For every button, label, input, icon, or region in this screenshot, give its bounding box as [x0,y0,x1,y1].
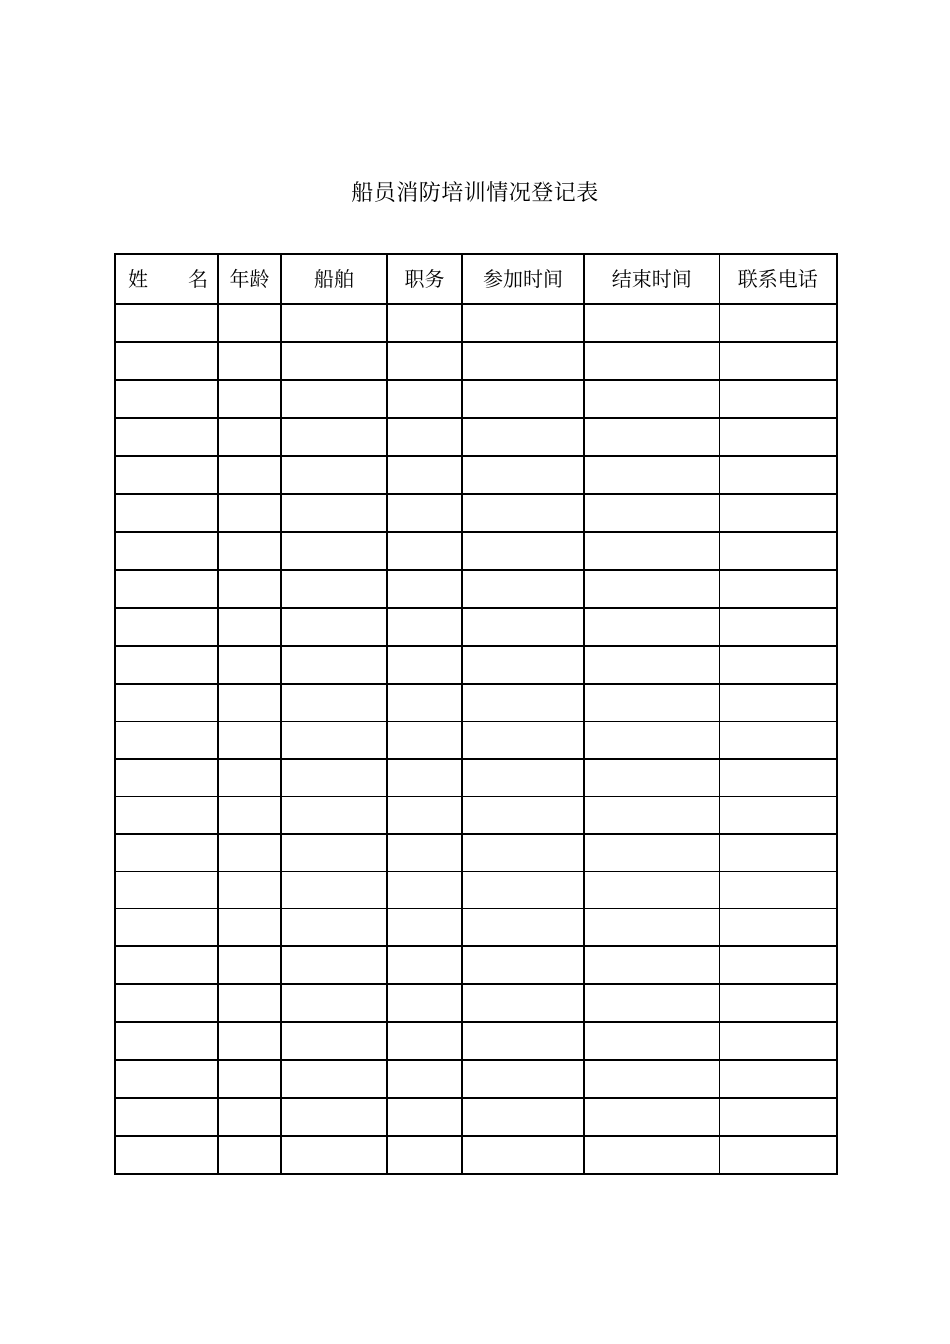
cell-end-time[interactable] [584,646,719,684]
table-row [115,418,837,456]
cell-position[interactable] [387,834,462,872]
cell-phone[interactable] [719,532,837,570]
cell-phone[interactable] [719,1060,837,1098]
cell-position[interactable] [387,456,462,494]
cell-end-time[interactable] [584,909,719,947]
cell-start-time[interactable] [462,834,584,872]
cell-phone[interactable] [719,797,837,835]
table-row [115,494,837,532]
cell-name[interactable] [115,532,218,570]
cell-age[interactable] [218,532,281,570]
cell-name[interactable] [115,946,218,984]
table-row [115,1060,837,1098]
cell-age[interactable] [218,494,281,532]
table-row [115,304,837,342]
cell-phone[interactable] [719,984,837,1022]
cell-name[interactable] [115,646,218,684]
cell-start-time[interactable] [462,797,584,835]
cell-ship[interactable] [281,570,387,608]
cell-ship[interactable] [281,494,387,532]
cell-age[interactable] [218,1136,281,1174]
cell-ship[interactable] [281,456,387,494]
column-header-ship: 船舶 [281,254,387,304]
table-row [115,1136,837,1174]
cell-position[interactable] [387,1060,462,1098]
cell-end-time[interactable] [584,608,719,646]
cell-start-time[interactable] [462,684,584,722]
cell-ship[interactable] [281,304,387,342]
cell-start-time[interactable] [462,1060,584,1098]
cell-phone[interactable] [719,418,837,456]
cell-position[interactable] [387,380,462,418]
table-row [115,872,837,909]
cell-age[interactable] [218,418,281,456]
cell-name[interactable] [115,909,218,947]
cell-phone[interactable] [719,1136,837,1174]
cell-phone[interactable] [719,494,837,532]
cell-end-time[interactable] [584,570,719,608]
cell-position[interactable] [387,909,462,947]
cell-end-time[interactable] [584,418,719,456]
table-row [115,1098,837,1136]
cell-name[interactable] [115,608,218,646]
cell-ship[interactable] [281,1136,387,1174]
cell-age[interactable] [218,1022,281,1060]
column-header-start-time: 参加时间 [462,254,584,304]
table-header [115,254,837,304]
column-header-age: 年龄 [218,254,281,304]
cell-name[interactable] [115,418,218,456]
cell-phone[interactable] [719,722,837,760]
cell-phone[interactable] [719,570,837,608]
cell-end-time[interactable] [584,1136,719,1174]
table-row [115,797,837,835]
cell-start-time[interactable] [462,872,584,909]
cell-age[interactable] [218,684,281,722]
cell-phone[interactable] [719,304,837,342]
table-row [115,946,837,984]
cell-age[interactable] [218,380,281,418]
cell-age[interactable] [218,797,281,835]
cell-age[interactable] [218,1060,281,1098]
cell-ship[interactable] [281,946,387,984]
cell-ship[interactable] [281,646,387,684]
cell-phone[interactable] [719,456,837,494]
cell-name[interactable] [115,494,218,532]
cell-name[interactable] [115,380,218,418]
cell-name[interactable] [115,1022,218,1060]
cell-age[interactable] [218,304,281,342]
cell-ship[interactable] [281,342,387,380]
cell-name[interactable] [115,797,218,835]
cell-position[interactable] [387,946,462,984]
column-header-name: 姓 名 [115,254,218,304]
cell-end-time[interactable] [584,1098,719,1136]
cell-ship[interactable] [281,418,387,456]
cell-name[interactable] [115,570,218,608]
cell-start-time[interactable] [462,494,584,532]
table-row [115,722,837,760]
cell-ship[interactable] [281,722,387,760]
cell-end-time[interactable] [584,834,719,872]
cell-end-time[interactable] [584,304,719,342]
cell-age[interactable] [218,1098,281,1136]
cell-age[interactable] [218,608,281,646]
cell-name[interactable] [115,984,218,1022]
cell-age[interactable] [218,909,281,947]
cell-ship[interactable] [281,909,387,947]
cell-position[interactable] [387,532,462,570]
column-header-end-time: 结束时间 [584,254,719,304]
cell-name[interactable] [115,834,218,872]
cell-end-time[interactable] [584,759,719,797]
document-title: 船员消防培训情况登记表 [351,181,599,206]
table-row [115,342,837,380]
cell-position[interactable] [387,304,462,342]
cell-position[interactable] [387,570,462,608]
cell-name[interactable] [115,456,218,494]
cell-end-time[interactable] [584,532,719,570]
cell-position[interactable] [387,1136,462,1174]
cell-name[interactable] [115,1136,218,1174]
cell-end-time[interactable] [584,1022,719,1060]
cell-ship[interactable] [281,984,387,1022]
cell-age[interactable] [218,646,281,684]
cell-position[interactable] [387,797,462,835]
cell-end-time[interactable] [584,872,719,909]
cell-ship[interactable] [281,684,387,722]
table-row [115,684,837,722]
cell-age[interactable] [218,722,281,760]
cell-ship[interactable] [281,1022,387,1060]
table-row [115,984,837,1022]
cell-start-time[interactable] [462,532,584,570]
cell-ship[interactable] [281,872,387,909]
cell-end-time[interactable] [584,456,719,494]
cell-age[interactable] [218,872,281,909]
cell-end-time[interactable] [584,797,719,835]
column-header-phone: 联系电话 [719,254,837,304]
cell-start-time[interactable] [462,1136,584,1174]
table-row [115,759,837,797]
cell-age[interactable] [218,946,281,984]
cell-name[interactable] [115,872,218,909]
cell-start-time[interactable] [462,418,584,456]
table-row [115,532,837,570]
cell-phone[interactable] [719,834,837,872]
cell-start-time[interactable] [462,1022,584,1060]
cell-phone[interactable] [719,1098,837,1136]
cell-position[interactable] [387,494,462,532]
column-header-position: 职务 [387,254,462,304]
cell-ship[interactable] [281,797,387,835]
cell-ship[interactable] [281,608,387,646]
cell-end-time[interactable] [584,722,719,760]
cell-phone[interactable] [719,946,837,984]
cell-position[interactable] [387,984,462,1022]
cell-age[interactable] [218,759,281,797]
cell-name[interactable] [115,722,218,760]
table-row [115,570,837,608]
cell-name[interactable] [115,759,218,797]
cell-phone[interactable] [719,342,837,380]
table-row [115,646,837,684]
cell-ship[interactable] [281,834,387,872]
registration-table [114,253,838,1175]
cell-start-time[interactable] [462,946,584,984]
table-row [115,1022,837,1060]
cell-ship[interactable] [281,380,387,418]
cell-end-time[interactable] [584,494,719,532]
table-row [115,834,837,872]
cell-ship[interactable] [281,1060,387,1098]
cell-start-time[interactable] [462,304,584,342]
cell-position[interactable] [387,1022,462,1060]
cell-start-time[interactable] [462,380,584,418]
cell-position[interactable] [387,646,462,684]
cell-start-time[interactable] [462,342,584,380]
cell-end-time[interactable] [584,684,719,722]
cell-name[interactable] [115,684,218,722]
cell-phone[interactable] [719,909,837,947]
cell-ship[interactable] [281,1098,387,1136]
cell-start-time[interactable] [462,570,584,608]
header-row [115,254,837,304]
cell-start-time[interactable] [462,608,584,646]
cell-end-time[interactable] [584,946,719,984]
table-row [115,608,837,646]
cell-name[interactable] [115,342,218,380]
cell-position[interactable] [387,342,462,380]
table-row [115,456,837,494]
cell-phone[interactable] [719,872,837,909]
cell-position[interactable] [387,684,462,722]
cell-ship[interactable] [281,532,387,570]
cell-position[interactable] [387,759,462,797]
cell-position[interactable] [387,722,462,760]
cell-position[interactable] [387,872,462,909]
cell-phone[interactable] [719,1022,837,1060]
cell-start-time[interactable] [462,456,584,494]
cell-end-time[interactable] [584,984,719,1022]
cell-position[interactable] [387,418,462,456]
cell-age[interactable] [218,456,281,494]
cell-phone[interactable] [719,684,837,722]
cell-end-time[interactable] [584,1060,719,1098]
cell-position[interactable] [387,608,462,646]
cell-phone[interactable] [719,759,837,797]
cell-start-time[interactable] [462,909,584,947]
table-row [115,380,837,418]
cell-age[interactable] [218,834,281,872]
cell-end-time[interactable] [584,342,719,380]
cell-end-time[interactable] [584,380,719,418]
cell-name[interactable] [115,1098,218,1136]
cell-position[interactable] [387,1098,462,1136]
cell-phone[interactable] [719,646,837,684]
cell-phone[interactable] [719,608,837,646]
cell-age[interactable] [218,342,281,380]
cell-start-time[interactable] [462,984,584,1022]
cell-age[interactable] [218,570,281,608]
cell-start-time[interactable] [462,646,584,684]
cell-start-time[interactable] [462,1098,584,1136]
cell-age[interactable] [218,984,281,1022]
cell-phone[interactable] [719,380,837,418]
cell-ship[interactable] [281,759,387,797]
cell-start-time[interactable] [462,759,584,797]
table-row [115,909,837,947]
cell-start-time[interactable] [462,722,584,760]
table-body [115,304,837,1174]
cell-name[interactable] [115,304,218,342]
cell-name[interactable] [115,1060,218,1098]
